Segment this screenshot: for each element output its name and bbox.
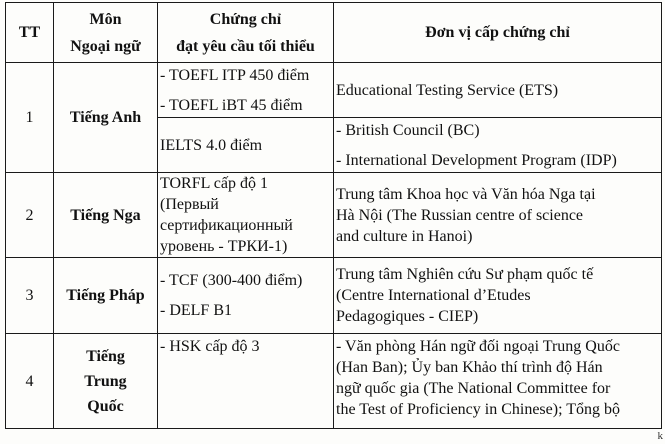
certificate-tcf-delf: - TCF (300-400 điểm) - DELF B1 (158, 258, 334, 334)
organization-ciep: Trung tâm Nghiên cứu Sư phạm quốc tế (Centre International d’Etudes Pedagogiques - CIEP) (334, 258, 662, 334)
row-number: 1 (6, 63, 54, 173)
row-number: 3 (6, 258, 54, 334)
table-row-english-a (6, 63, 662, 118)
subject-french: Tiếng Pháp (54, 258, 158, 334)
header-organization: Đơn vị cấp chứng chỉ (334, 3, 662, 63)
certificate-torfl: TORFL cấp độ 1 (Первый сертификационный уровень - ТРКИ-1) (158, 173, 334, 258)
page-corner-mark: k (657, 430, 663, 442)
header-certificate: Chứng chỉ đạt yêu cầu tối thiểu (158, 3, 334, 63)
certificate-hsk: - HSK cấp độ 3 (158, 334, 334, 429)
organization-hanban: - Văn phòng Hán ngữ đối ngoại Trung Quốc (Han Ban); Ủy ban Khảo thí trình độ Hán ngữ quốc gia (The National Committee for the Test of Proficiency in Chinese); Tổng bộ (334, 334, 662, 429)
subject-english: Tiếng Anh (54, 63, 158, 173)
organization-ets: Educational Testing Service (ETS) (334, 63, 662, 118)
header-subject: Môn Ngoại ngữ (54, 3, 158, 63)
table-row-french (6, 258, 662, 334)
row-number: 4 (6, 334, 54, 429)
organization-russian-centre: Trung tâm Khoa học và Văn hóa Nga tại Hà Nội (The Russian centre of science and culture in Hanoi) (334, 173, 662, 258)
table-header-row (6, 3, 662, 63)
organization-ielts: - British Council (BC) - International Development Program (IDP) (334, 118, 662, 173)
table-row-russian (6, 173, 662, 258)
certificate-toefl: - TOEFL ITP 450 điểm - TOEFL iBT 45 điểm (158, 63, 334, 118)
table-row-chinese (6, 334, 662, 429)
certificate-ielts: IELTS 4.0 điểm (158, 118, 334, 173)
certificate-table (5, 2, 662, 429)
subject-russian: Tiếng Nga (54, 173, 158, 258)
row-number: 2 (6, 173, 54, 258)
subject-chinese: Tiếng Trung Quốc (54, 334, 158, 429)
header-tt: TT (6, 3, 54, 63)
